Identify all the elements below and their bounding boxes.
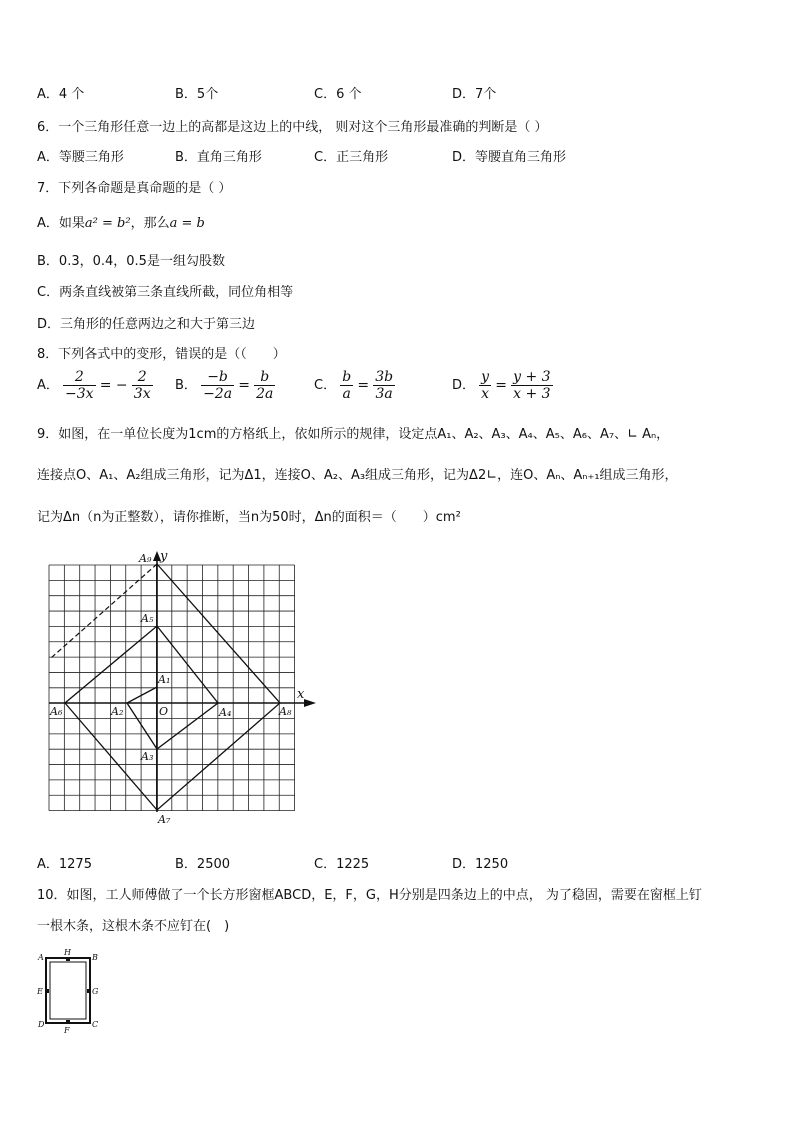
- q9-option-c: C．1225: [314, 857, 370, 872]
- q7-option-a-math: a² = b²: [84, 216, 131, 231]
- q5-option-c: C．6 个: [314, 87, 362, 102]
- equals-sign: =: [495, 377, 507, 394]
- q7-option-d: D．三角形的任意两边之和大于第三边: [37, 317, 256, 332]
- equals-sign: = −: [99, 377, 128, 394]
- label-a4: A₄: [219, 706, 232, 719]
- midpoint-e-mark: [45, 989, 49, 993]
- label-x: x: [297, 687, 305, 702]
- label-a9: A₉: [139, 552, 152, 565]
- grid-lines: [49, 565, 295, 811]
- q9-option-a: A．1275: [37, 857, 92, 872]
- q8-b-right-fraction: [254, 369, 275, 402]
- q9-option-b: B．2500: [175, 857, 231, 872]
- q8-option-d-label: D．: [452, 378, 476, 393]
- q6-stem: 6．一个三角形任意一边上的高都是这边上的中线， 则对这个三角形最准确的判断是（ ）: [37, 120, 548, 135]
- q8-c-right-fraction: [373, 369, 395, 402]
- fraction-denominator: a: [342, 386, 351, 402]
- fraction-denominator: 3x: [133, 386, 151, 402]
- inner-frame: [50, 962, 86, 1019]
- q5-option-d: D．7个: [452, 87, 497, 102]
- fraction-numerator: b: [342, 369, 352, 385]
- x-axis-arrow-icon: [304, 699, 316, 707]
- midpoint-h-mark: [66, 957, 70, 961]
- label-d: D: [38, 1020, 45, 1029]
- q8-b-left-fraction: [201, 369, 234, 402]
- fraction-denominator: −3x: [65, 386, 94, 402]
- q8-option-c: [314, 369, 395, 402]
- q8-option-b-label: B．: [175, 378, 197, 393]
- midpoint-g-mark: [87, 989, 91, 993]
- label-h: H: [64, 948, 71, 957]
- q8-a-right-fraction: [132, 369, 153, 402]
- fraction-denominator: −2a: [203, 386, 233, 402]
- q7-option-b: B．0.3，0.4，0.5是一组勾股数: [37, 254, 225, 269]
- q8-option-b: [175, 369, 275, 402]
- q6-option-b: B．直角三角形: [175, 150, 262, 165]
- q6-option-a: A．等腰三角形: [37, 150, 124, 165]
- label-y: y: [160, 549, 168, 564]
- q10-window-frame-figure: [36, 948, 106, 1038]
- fraction-numerator: y: [481, 369, 490, 385]
- q5-option-a: A．4 个: [37, 87, 85, 102]
- fraction-numerator: b: [254, 369, 275, 386]
- q8-option-a: [37, 369, 153, 402]
- q7-option-a: [37, 212, 205, 231]
- q7-option-c: C．两条直线被第三条直线所截，同位角相等: [37, 285, 294, 300]
- fraction-numerator: 2: [63, 369, 96, 386]
- q9-coordinate-grid-figure: [46, 548, 326, 828]
- label-a5: A₅: [141, 612, 154, 625]
- q9-stem-line3: 记为Δn（n为正整数），请你推断，当n为50时，Δn的面积＝（ ）cm²: [37, 510, 461, 525]
- label-g: G: [92, 987, 99, 996]
- label-e: E: [37, 987, 43, 996]
- q7-option-a-math2: a = b: [169, 216, 205, 231]
- label-c: C: [92, 1020, 99, 1029]
- label-a: A: [38, 953, 44, 962]
- midpoint-f-mark: [66, 1020, 70, 1024]
- q9-option-d: D．1250: [452, 857, 509, 872]
- q8-stem: 8．下列各式中的变形，错误的是（（ ）: [37, 347, 286, 362]
- q8-a-left-fraction: [63, 369, 96, 402]
- fraction-numerator: 2: [132, 369, 153, 386]
- fraction-denominator: 2a: [256, 386, 274, 402]
- q8-c-left-fraction: [340, 369, 353, 402]
- outer-frame: [46, 958, 90, 1023]
- label-b: B: [92, 953, 98, 962]
- fraction-numerator: y + 3: [513, 369, 551, 385]
- label-f: F: [64, 1026, 70, 1035]
- q7-stem: 7．下列各命题是真命题的是（ ）: [37, 181, 232, 196]
- q5-option-b: B．5个: [175, 87, 219, 102]
- equals-sign: =: [238, 377, 250, 394]
- fraction-denominator: 3a: [375, 386, 393, 402]
- q8-d-left-fraction: [479, 369, 491, 402]
- q9-stem-line2: 连接点O、A₁、A₂组成三角形，记为Δ1，连接O、A₂、A₃组成三角形，记为Δ2∟，连O、Aₙ、Aₙ₊₁组成三角形，: [37, 468, 678, 483]
- equals-sign: =: [357, 377, 370, 394]
- spiral-path: [65, 564, 280, 810]
- fraction-numerator: −b: [201, 369, 234, 386]
- q10-stem-line2: 一根木条，这根木条不应钉在( ): [37, 919, 230, 934]
- q6-option-c: C．正三角形: [314, 150, 389, 165]
- q7-option-a-prefix: A．如果: [37, 216, 85, 231]
- label-a6: A₆: [50, 705, 63, 718]
- label-a1: A₁: [158, 673, 171, 686]
- label-a3: A₃: [141, 750, 154, 763]
- q9-stem-line1: 9．如图，在一单位长度为1cm的方格纸上，依如所示的规律，设定点A₁、A₂、A₃、A₄、A₅、A₆、A₇、∟ Aₙ，: [37, 427, 670, 442]
- q8-option-c-label: C．: [314, 378, 337, 393]
- fraction-denominator: x: [481, 386, 490, 402]
- fraction-denominator: x + 3: [513, 386, 551, 402]
- q8-option-d: [452, 369, 553, 402]
- label-a7: A₇: [158, 813, 171, 826]
- q6-option-d: D．等腰直角三角形: [452, 150, 567, 165]
- label-a2: A₂: [111, 705, 124, 718]
- q8-option-a-label: A．: [37, 378, 59, 393]
- label-a8: A₈: [279, 705, 292, 718]
- q8-d-right-fraction: [511, 369, 552, 402]
- q10-stem-line1: 10．如图，工人师傅做了一个长方形窗框ABCD，E，F，G，H分别是四条边上的中点， 为了稳固，需要在窗框上钉: [37, 888, 702, 903]
- label-origin: O: [159, 705, 169, 718]
- q7-option-a-mid: ，那么: [130, 216, 170, 231]
- fraction-numerator: 3b: [375, 369, 394, 385]
